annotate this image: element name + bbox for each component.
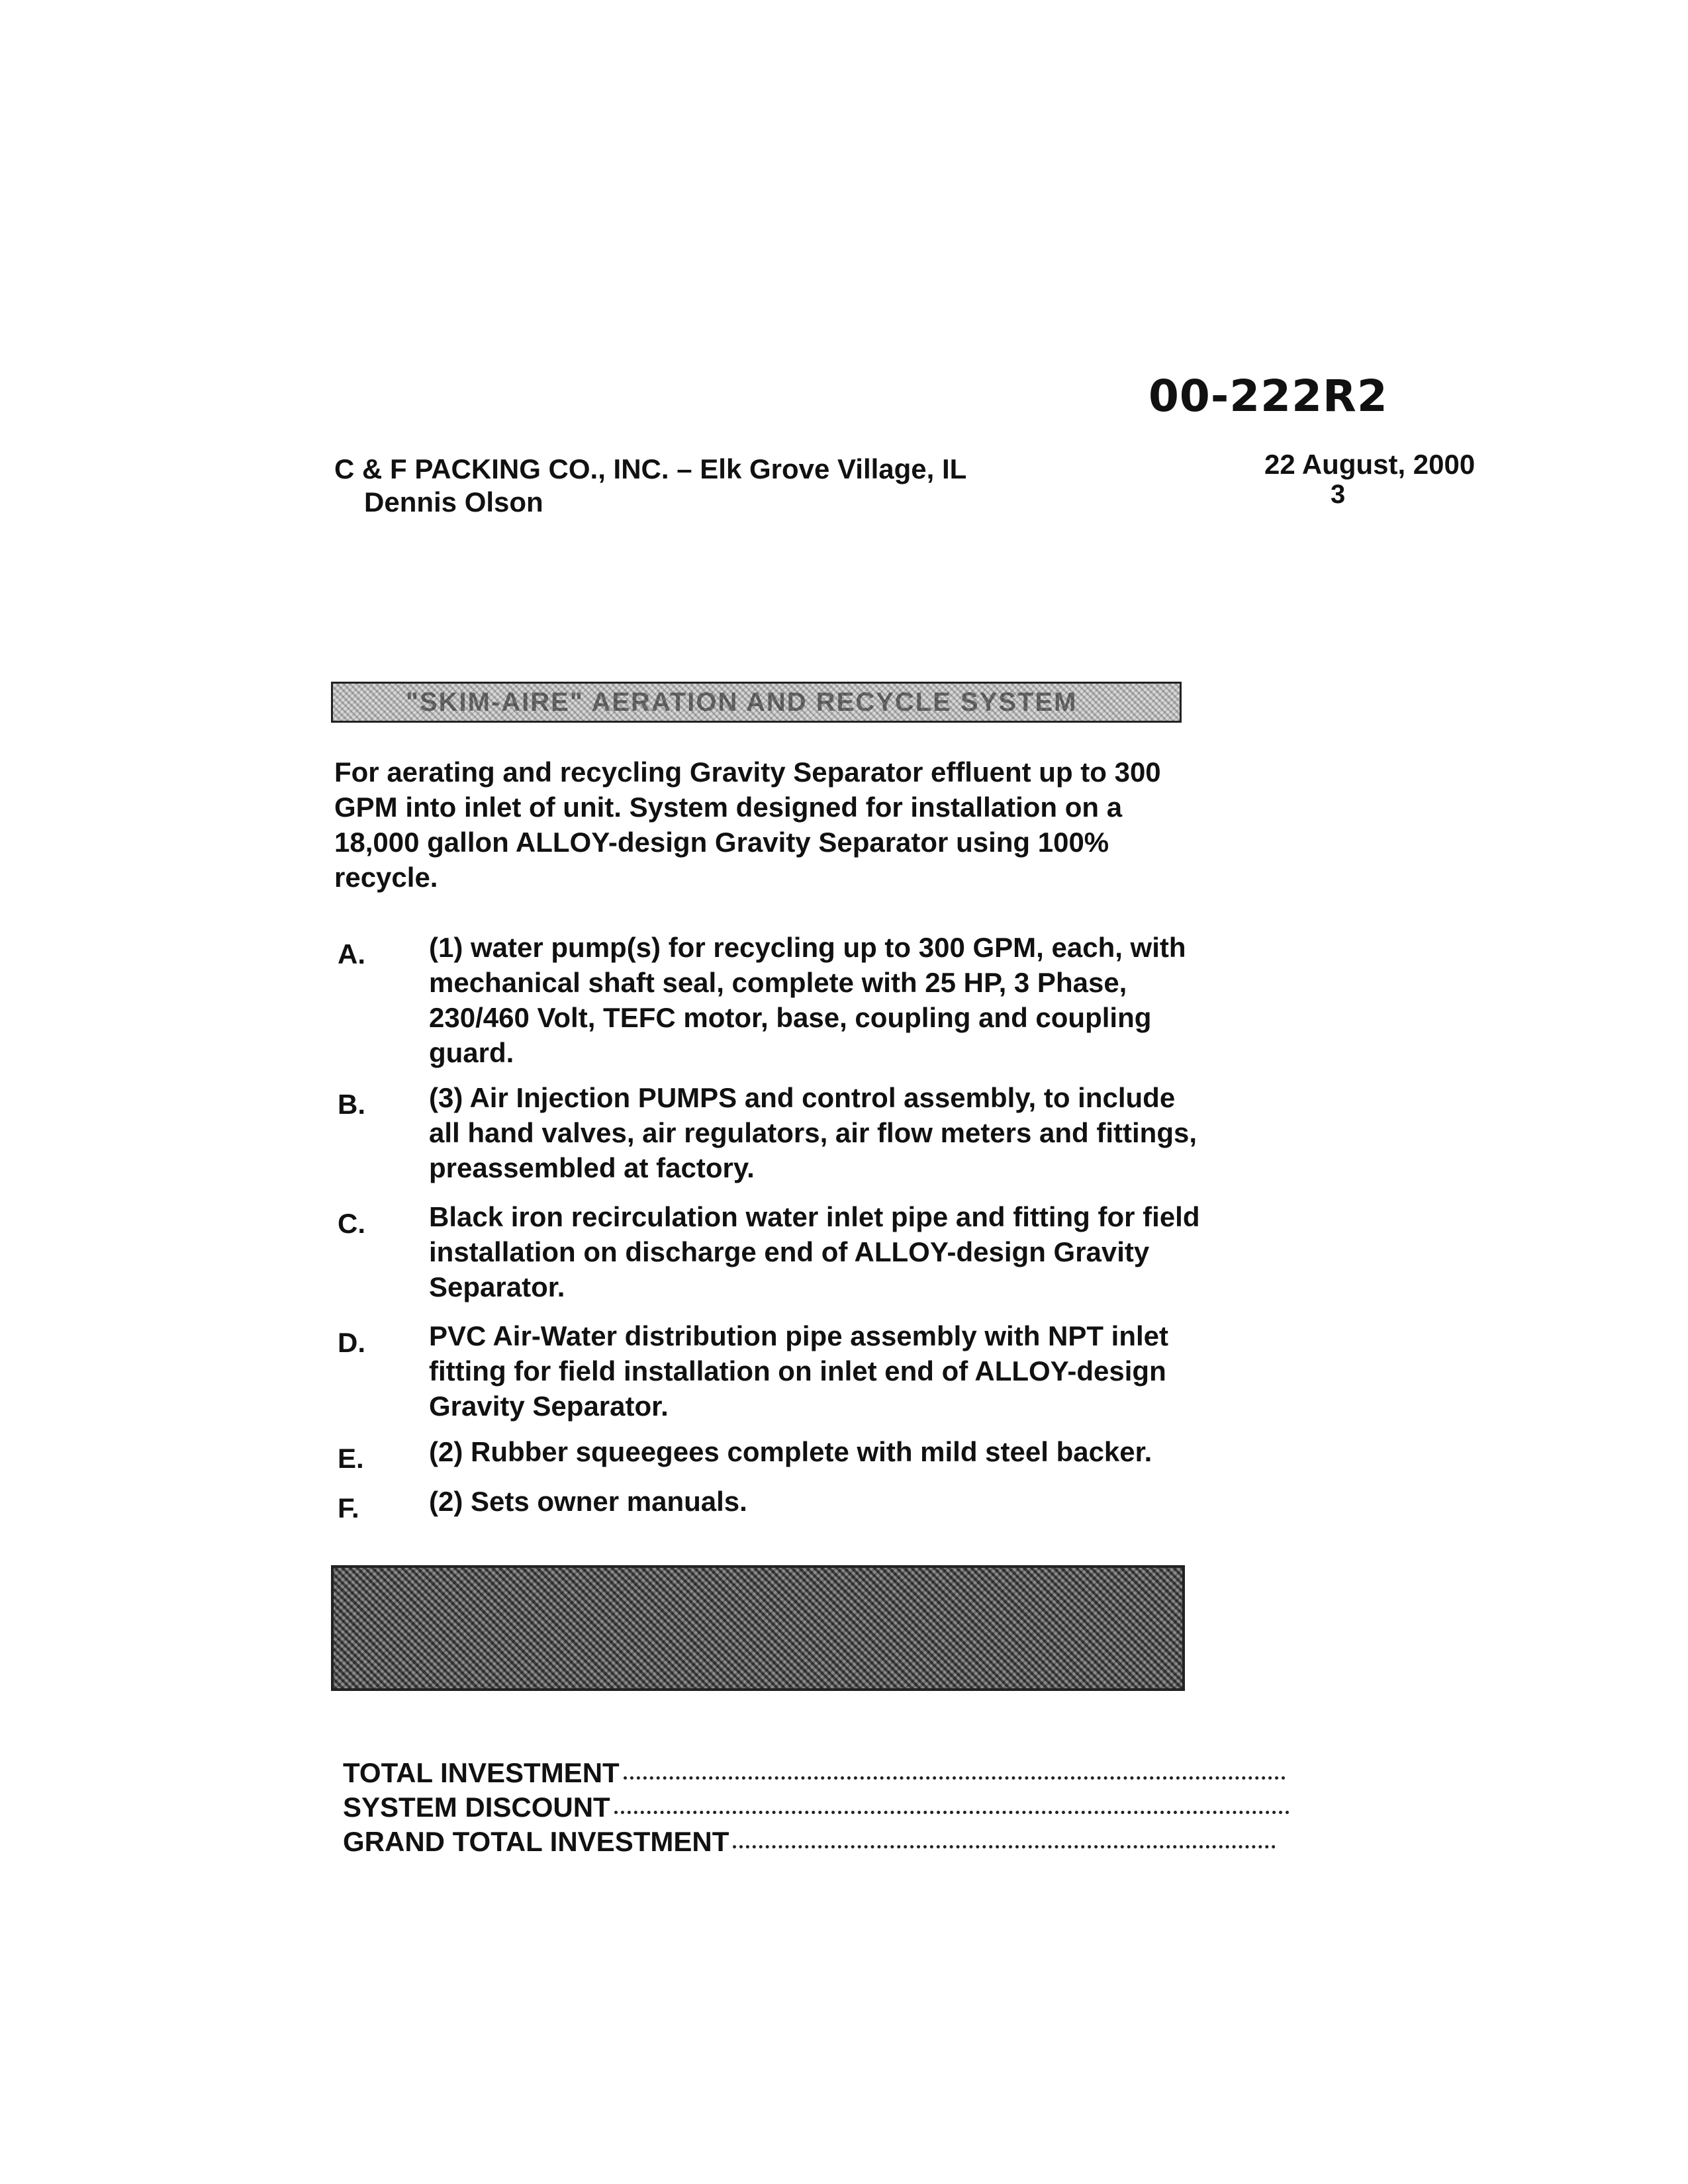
- contact-name: Dennis Olson: [364, 486, 543, 518]
- item-text: PVC Air-Water distribution pipe assembly with NPT inlet fitting for field installation on inlet end of ALLOY-design Gravity Separator.: [429, 1320, 1169, 1422]
- item-letter: A.: [338, 938, 365, 970]
- total-investment-row: [343, 1757, 1286, 1789]
- dot-leader: [614, 1811, 1289, 1814]
- document-date: 22 August, 2000: [1264, 449, 1476, 480]
- document-number: 00-222R2: [1149, 371, 1388, 422]
- system-discount-label: SYSTEM DISCOUNT: [343, 1792, 610, 1823]
- dot-leader: [624, 1776, 1286, 1780]
- shaded-note-box: [331, 1565, 1185, 1691]
- grand-total-label: GRAND TOTAL INVESTMENT: [343, 1826, 729, 1857]
- company-name: C & F PACKING CO., INC. – Elk Grove Village, IL: [334, 453, 967, 484]
- item-text: (2) Sets owner manuals.: [429, 1486, 747, 1517]
- section-banner-title: "SKIM-AIRE" AERATION AND RECYCLE SYSTEM: [406, 687, 1078, 717]
- item-letter: F.: [338, 1492, 359, 1524]
- dot-leader: [733, 1845, 1276, 1848]
- item-letter: C.: [338, 1208, 365, 1239]
- total-investment-label: TOTAL INVESTMENT: [343, 1757, 620, 1788]
- item-text: (2) Rubber squeegees complete with mild steel backer.: [429, 1436, 1152, 1467]
- section-intro: For aerating and recycling Gravity Separator effluent up to 300 GPM into inlet of unit. System designed for installation on a 18,000 gallon ALLOY-design Gravity Separator using 100% recycle.: [334, 756, 1161, 893]
- page-number: 3: [1331, 480, 1346, 509]
- item-letter: B.: [338, 1089, 365, 1120]
- section-banner: [331, 682, 1182, 723]
- system-discount-row: [343, 1792, 1289, 1823]
- item-letter: E.: [338, 1443, 364, 1474]
- item-letter: D.: [338, 1327, 365, 1358]
- item-text: (3) Air Injection PUMPS and control assembly, to include all hand valves, air regulators, air flow meters and fittings, preassembled at factory.: [429, 1082, 1197, 1183]
- grand-total-row: [343, 1826, 1276, 1858]
- item-text: (1) water pump(s) for recycling up to 300 GPM, each, with mechanical shaft seal, complete with 25 HP, 3 Phase, 230/460 Volt, TEFC motor, base, coupling and coupling guard.: [429, 932, 1186, 1068]
- item-text: Black iron recirculation water inlet pipe and fitting for field installation on discharge end of ALLOY-design Gravity Separator.: [429, 1201, 1200, 1302]
